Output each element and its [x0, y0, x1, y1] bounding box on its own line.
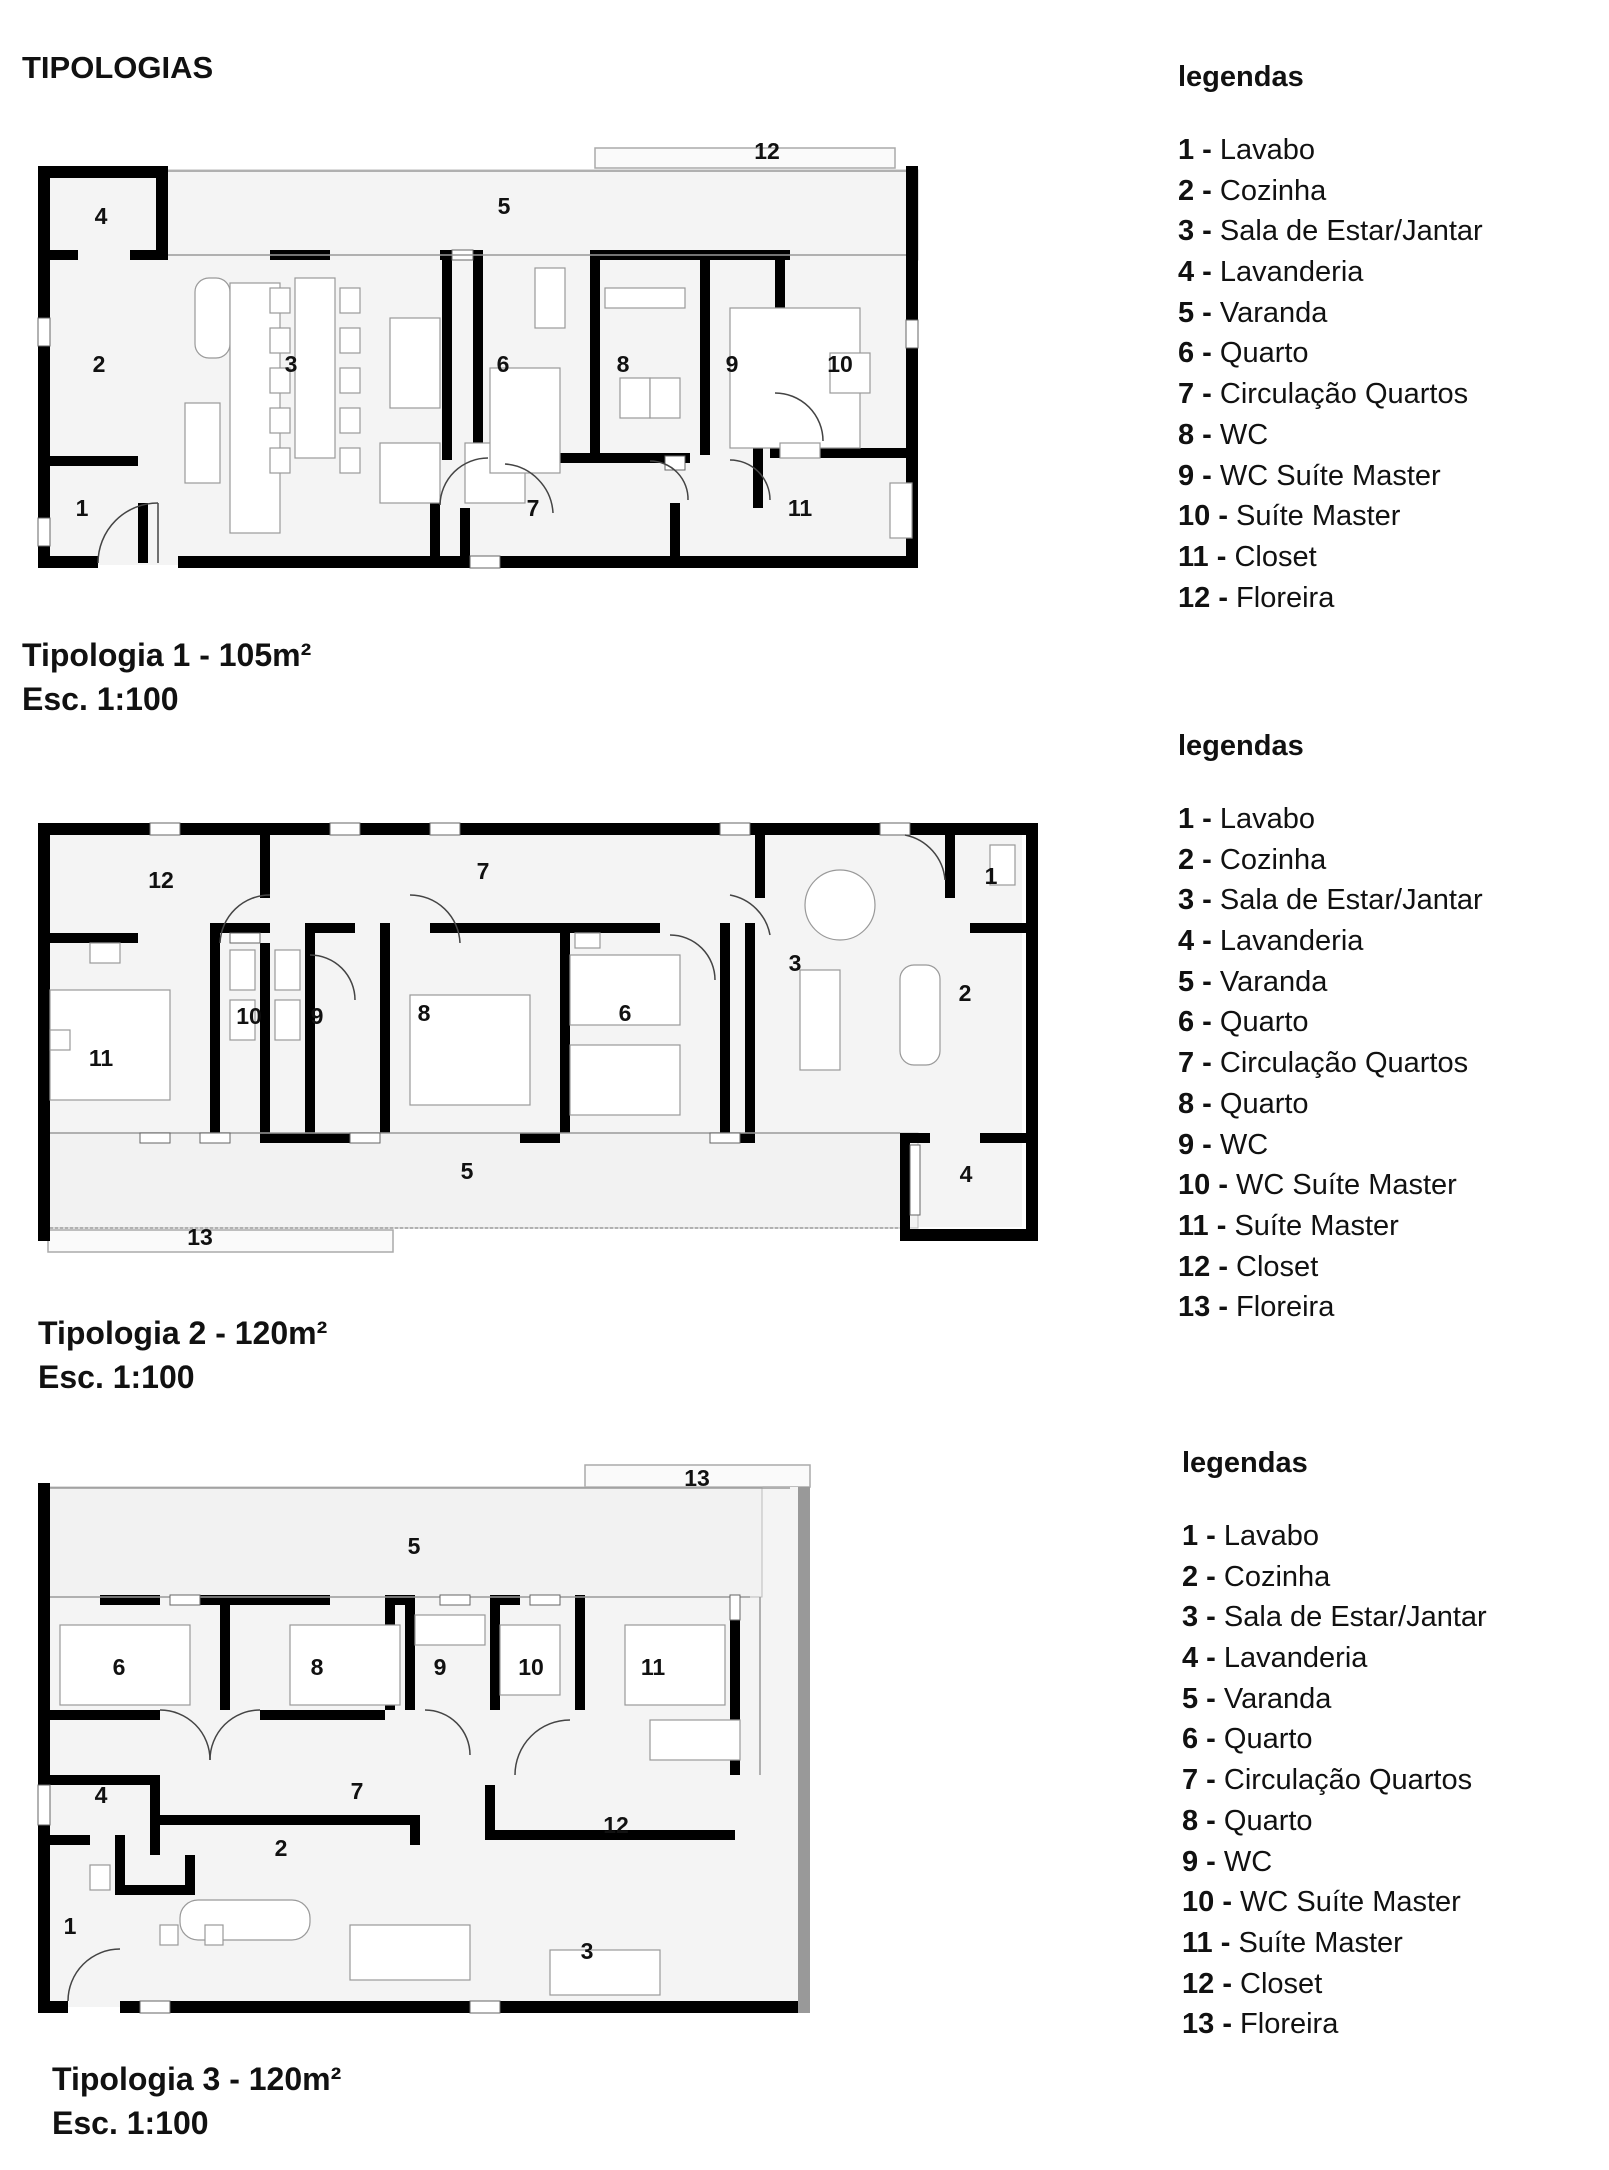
typology-title: Tipologia 2 - 120m²	[38, 1315, 328, 1351]
room-label: 6	[618, 1000, 632, 1027]
legend-item: 12 - Closet	[1182, 1967, 1323, 2000]
typology-title: Tipologia 3 - 120m²	[52, 2061, 342, 2097]
legend-item: 9 - WC	[1178, 1128, 1269, 1161]
typology-title: Tipologia 1 - 105m²	[22, 637, 312, 673]
room-label: 2	[958, 980, 972, 1007]
room-label: 9	[433, 1654, 447, 1681]
room-label: 2	[274, 1835, 288, 1862]
room-label: 7	[350, 1778, 364, 1805]
room-label: 5	[460, 1158, 474, 1185]
floor-plan-1	[30, 138, 930, 578]
legend-item: 5 - Varanda	[1178, 965, 1328, 998]
legend-item: 8 - Quarto	[1178, 1087, 1309, 1120]
room-label: 9	[310, 1003, 324, 1030]
page-title: TIPOLOGIAS	[22, 50, 214, 85]
room-label: 2	[92, 351, 106, 378]
room-label: 4	[94, 1782, 108, 1809]
room-label: 12	[603, 1812, 629, 1839]
legend-item: 6 - Quarto	[1178, 337, 1309, 370]
typology-caption	[52, 2057, 341, 2145]
room-label: 8	[417, 1000, 431, 1027]
legend-heading: legendas	[1178, 730, 1304, 762]
room-label: 6	[112, 1654, 126, 1681]
room-label: 6	[496, 351, 510, 378]
room-label: 8	[616, 351, 630, 378]
legend-item: 10 - WC Suíte Master	[1178, 1169, 1457, 1202]
room-label: 12	[754, 138, 780, 165]
room-label: 7	[476, 858, 490, 885]
room-label: 13	[187, 1224, 213, 1251]
legend-2	[1178, 727, 1483, 1328]
typology-scale: Esc. 1:100	[38, 1359, 195, 1395]
legend-item: 3 - Sala de Estar/Jantar	[1178, 215, 1483, 248]
room-label: 1	[75, 495, 89, 522]
legend-item: 6 - Quarto	[1182, 1723, 1313, 1756]
room-label: 11	[88, 1045, 114, 1072]
room-label: 10	[827, 351, 853, 378]
legend-item: 4 - Lavanderia	[1178, 925, 1364, 958]
legend-item: 9 - WC Suíte Master	[1178, 459, 1441, 492]
legend-item: 6 - Quarto	[1178, 1006, 1309, 1039]
room-label: 5	[497, 193, 511, 220]
legend-item: 1 - Lavabo	[1182, 1520, 1320, 1552]
legend-3	[1182, 1444, 1487, 2045]
legend-item: 7 - Circulação Quartos	[1178, 378, 1469, 411]
legend-item: 13 - Floreira	[1178, 1291, 1335, 1324]
typology-scale: Esc. 1:100	[52, 2105, 209, 2141]
room-label: 5	[407, 1533, 421, 1560]
legend-item: 3 - Sala de Estar/Jantar	[1182, 1601, 1487, 1634]
floor-plan-2	[30, 815, 1040, 1275]
legend-item: 1 - Lavabo	[1178, 134, 1316, 166]
legend-item: 11 - Suíte Master	[1182, 1926, 1403, 1959]
legend-item: 8 - WC	[1178, 418, 1269, 451]
room-label: 10	[236, 1003, 262, 1030]
room-label: 11	[640, 1654, 666, 1681]
typology-scale: Esc. 1:100	[22, 681, 179, 717]
legend-item: 11 - Closet	[1178, 540, 1317, 573]
floor-plan-3	[30, 1455, 830, 2025]
legend-item: 2 - Cozinha	[1178, 843, 1327, 876]
floor-area	[48, 1133, 918, 1228]
room-label: 3	[788, 950, 802, 977]
room-label: 1	[63, 1913, 77, 1940]
planter	[48, 1230, 393, 1252]
room-label: 4	[959, 1161, 973, 1188]
legend-item: 11 - Suíte Master	[1178, 1209, 1399, 1242]
legend-item: 5 - Varanda	[1178, 296, 1328, 329]
room-label: 8	[310, 1654, 324, 1681]
room-label: 3	[580, 1938, 594, 1965]
legend-item: 13 - Floreira	[1182, 2008, 1339, 2041]
legend-item: 3 - Sala de Estar/Jantar	[1178, 884, 1483, 917]
legend-item: 12 - Floreira	[1178, 581, 1335, 614]
legend-item: 7 - Circulação Quartos	[1182, 1764, 1473, 1797]
typology-caption	[38, 1311, 327, 1399]
legend-item: 5 - Varanda	[1182, 1682, 1332, 1715]
legend-item: 2 - Cozinha	[1178, 174, 1327, 207]
legend-item: 9 - WC	[1182, 1845, 1273, 1878]
legend-item: 2 - Cozinha	[1182, 1560, 1331, 1593]
room-label: 11	[787, 495, 813, 522]
legend-item: 10 - Suíte Master	[1178, 500, 1401, 533]
room-label: 4	[94, 203, 108, 230]
legend-item: 4 - Lavanderia	[1178, 256, 1364, 289]
room-label: 3	[284, 351, 298, 378]
room-label: 13	[684, 1465, 710, 1492]
legend-item: 4 - Lavanderia	[1182, 1642, 1368, 1675]
legend-item: 12 - Closet	[1178, 1250, 1319, 1283]
room-label: 12	[148, 867, 174, 894]
room-label: 10	[518, 1654, 544, 1681]
floor-area	[42, 1487, 762, 1597]
typology-caption	[22, 633, 311, 721]
legend-heading: legendas	[1182, 1447, 1308, 1479]
legend-item: 1 - Lavabo	[1178, 803, 1316, 835]
planter	[595, 148, 895, 168]
legend-item: 8 - Quarto	[1182, 1804, 1313, 1837]
room-label: 7	[526, 495, 540, 522]
legend-1	[1178, 58, 1483, 618]
legend-item: 10 - WC Suíte Master	[1182, 1886, 1461, 1919]
legend-item: 7 - Circulação Quartos	[1178, 1047, 1469, 1080]
legend-heading: legendas	[1178, 61, 1304, 93]
room-label: 1	[984, 863, 998, 890]
room-label: 9	[725, 351, 739, 378]
